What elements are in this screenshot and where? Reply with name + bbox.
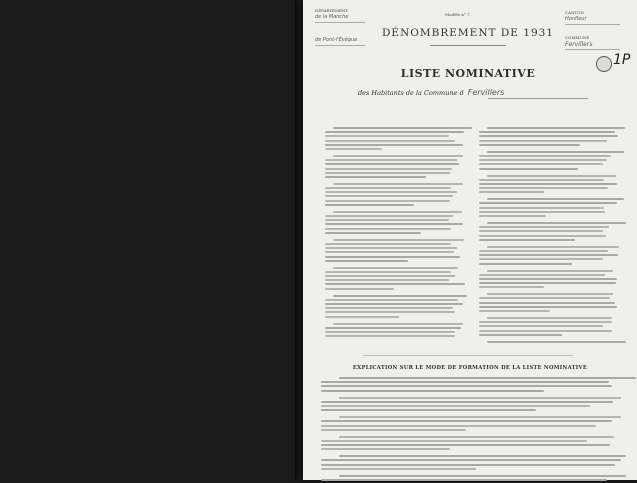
illegible-text-line (479, 135, 618, 137)
illegible-text-line (333, 211, 461, 213)
illegible-text-line (479, 239, 575, 241)
illegible-text-line (479, 131, 615, 133)
header-underline (565, 49, 620, 50)
instructions-right-column (479, 127, 619, 345)
illegible-text-line (487, 175, 615, 177)
document-subtitle: LISTE NOMINATIVE (400, 67, 536, 80)
illegible-text-line (479, 263, 572, 265)
instructions-left-column (325, 127, 465, 339)
illegible-text-line (325, 187, 451, 189)
illegible-text-line (479, 191, 544, 193)
arrondissement-value: de Pont-l'Évêque (315, 37, 358, 43)
illegible-text-line (325, 260, 408, 262)
illegible-text-line (325, 163, 459, 165)
illegible-text-line (479, 187, 608, 189)
illegible-text-line (325, 195, 453, 197)
illegible-text-line (479, 310, 550, 312)
illegible-text-line (479, 297, 610, 299)
canton-label: CANTON (565, 10, 584, 15)
illegible-text-line (321, 385, 612, 387)
illegible-text-line (325, 232, 421, 234)
illegible-text-line (479, 321, 612, 323)
illegible-text-line (479, 286, 544, 288)
header-underline (565, 24, 620, 25)
illegible-text-line (325, 283, 465, 285)
illegible-text-line (325, 299, 458, 301)
illegible-text-line (325, 228, 451, 230)
illegible-text-line (325, 271, 451, 273)
illegible-text-line (325, 223, 463, 225)
illegible-text-line (321, 420, 612, 422)
illegible-text-line (321, 464, 615, 466)
illegible-text-line (479, 155, 611, 157)
illegible-text-line (321, 390, 544, 392)
illegible-text-line (333, 155, 462, 157)
illegible-text-line (321, 459, 621, 461)
illegible-text-line (321, 429, 466, 431)
illegible-text-line (325, 288, 394, 290)
illegible-text-line (479, 250, 608, 252)
illegible-text-line (479, 330, 612, 332)
illegible-text-line (325, 327, 461, 329)
model-label: Modèle n° 7 (445, 12, 470, 17)
canton-value: Honfleur (565, 16, 587, 22)
illegible-text-line (325, 251, 454, 253)
illegible-text-line (487, 270, 613, 272)
illegible-text-line (479, 254, 618, 256)
illegible-text-line (321, 401, 613, 403)
illegible-text-line (333, 127, 471, 129)
illegible-text-line (333, 239, 463, 241)
header-underline (315, 22, 365, 23)
commune-name: Fervillers (467, 88, 505, 97)
illegible-text-line (325, 144, 463, 146)
illegible-text-line (479, 202, 617, 204)
illegible-text-line (479, 179, 604, 181)
illegible-text-line (479, 230, 603, 232)
illegible-text-line (339, 377, 636, 379)
title-divider (430, 45, 506, 46)
illegible-text-line (325, 331, 455, 333)
illegible-text-line (339, 475, 626, 477)
illegible-text-line (325, 307, 453, 309)
illegible-text-line (325, 219, 449, 221)
illegible-text-line (325, 148, 382, 150)
header-underline (315, 45, 365, 46)
illegible-text-line (325, 200, 450, 202)
document-page (303, 0, 637, 480)
illegible-text-line (321, 468, 476, 470)
illegible-text-line (479, 159, 607, 161)
illegible-text-line (339, 436, 614, 438)
illegible-text-line (325, 243, 451, 245)
illegible-text-line (339, 416, 621, 418)
archive-stamp (596, 56, 612, 72)
illegible-text-line (325, 279, 449, 281)
commune-underline (488, 98, 588, 99)
explanation-text-block (321, 377, 621, 483)
illegible-text-line (321, 448, 450, 450)
illegible-text-line (487, 246, 618, 248)
illegible-text-line (479, 334, 562, 336)
commune-label: COMMUNE (565, 35, 590, 40)
illegible-text-line (479, 325, 603, 327)
illegible-text-line (321, 409, 536, 411)
illegible-text-line (325, 191, 457, 193)
illegible-text-line (325, 131, 464, 133)
departement-value: de la Manche (315, 14, 349, 20)
section-divider (363, 355, 573, 356)
illegible-text-line (479, 306, 617, 308)
illegible-text-line (479, 258, 603, 260)
illegible-text-line (333, 295, 467, 297)
illegible-text-line (321, 444, 610, 446)
illegible-text-line (479, 163, 603, 165)
illegible-text-line (333, 183, 463, 185)
section-title: EXPLICATION SUR LE MODE DE FORMATION DE LA LISTE NOMINATIVE (352, 365, 588, 371)
illegible-text-line (479, 168, 578, 170)
illegible-text-line (333, 267, 458, 269)
illegible-text-line (487, 151, 624, 153)
illegible-text-line (479, 215, 546, 217)
departement-label: DÉPARTEMENT (315, 8, 349, 13)
illegible-text-line (487, 317, 611, 319)
commune-line (358, 88, 618, 97)
illegible-text-line (325, 303, 463, 305)
illegible-text-line (479, 274, 605, 276)
illegible-text-line (325, 176, 426, 178)
illegible-text-line (333, 323, 463, 325)
illegible-text-line (325, 335, 455, 337)
illegible-text-line (479, 278, 617, 280)
illegible-text-line (325, 247, 457, 249)
margin-mark: 1P (613, 52, 631, 68)
illegible-text-line (321, 381, 609, 383)
illegible-text-line (325, 215, 453, 217)
illegible-text-line (479, 302, 615, 304)
illegible-text-line (479, 183, 617, 185)
illegible-text-line (339, 397, 621, 399)
illegible-text-line (325, 311, 455, 313)
illegible-text-line (487, 341, 626, 343)
illegible-text-line (479, 140, 607, 142)
illegible-text-line (325, 204, 414, 206)
illegible-text-line (325, 159, 457, 161)
illegible-text-line (339, 455, 626, 457)
illegible-text-line (487, 127, 624, 129)
illegible-text-line (325, 140, 455, 142)
illegible-text-line (321, 440, 587, 442)
illegible-text-line (325, 275, 455, 277)
illegible-text-line (487, 198, 624, 200)
illegible-text-line (325, 316, 399, 318)
illegible-text-line (325, 168, 452, 170)
illegible-text-line (479, 144, 580, 146)
illegible-text-line (321, 405, 590, 407)
illegible-text-line (479, 235, 606, 237)
commune-prefix: des Habitants de la Commune d (358, 89, 464, 97)
illegible-text-line (321, 479, 607, 481)
illegible-text-line (325, 135, 449, 137)
illegible-text-line (487, 222, 626, 224)
illegible-text-line (479, 282, 616, 284)
commune-value: Fervillers (565, 41, 593, 48)
illegible-text-line (479, 211, 605, 213)
page-title: DÉNOMBREMENT DE 1931 (381, 27, 554, 39)
illegible-text-line (479, 207, 604, 209)
illegible-text-line (487, 293, 612, 295)
illegible-text-line (325, 172, 450, 174)
illegible-text-line (321, 425, 596, 427)
illegible-text-line (325, 256, 460, 258)
illegible-text-line (479, 226, 609, 228)
